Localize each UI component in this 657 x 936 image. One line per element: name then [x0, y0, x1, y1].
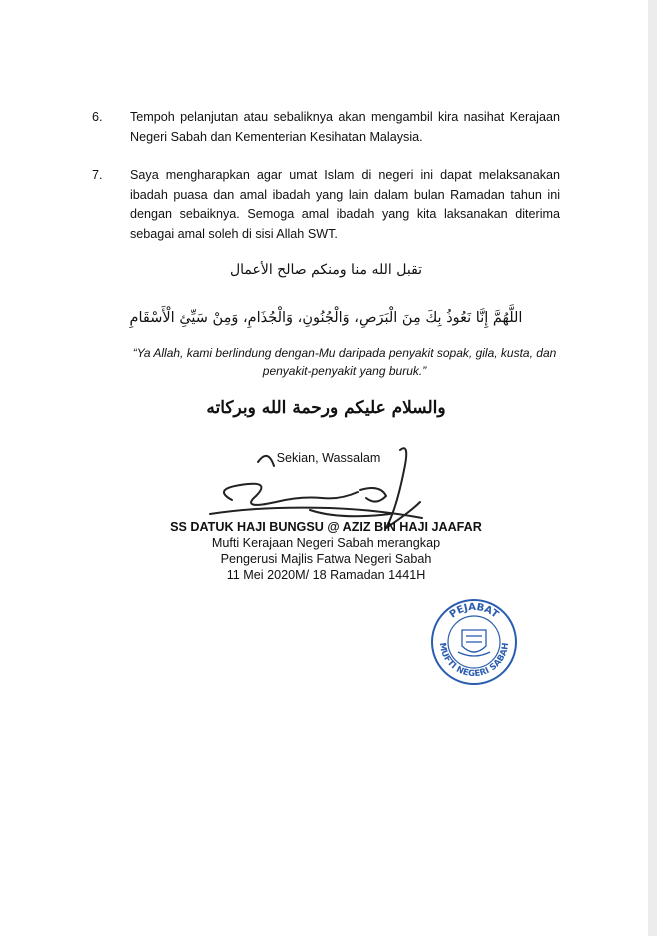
stamp-top-text: PEJABAT	[447, 601, 501, 621]
closing-remark: Sekian, Wassalam	[276, 451, 381, 465]
signatory-block	[92, 519, 560, 583]
paragraph-number: 6.	[92, 110, 103, 124]
crest-icon	[458, 630, 490, 656]
arabic-prayer-acceptance: تقبل الله منا ومنكم صالح الأعمال	[229, 262, 423, 278]
stamp-bottom-text: MUFTI NEGERI SABAH	[436, 642, 512, 680]
signatory-title-2: Pengerusi Majlis Fatwa Negeri Sabah	[220, 552, 432, 566]
arabic-prayer-protection: اللَّهُمَّ إِنَّا نَعُوذُ بِكَ مِنَ الْبَرَصِ، وَالْجُنُونِ، وَالْجُذَامِ، وَمِنْ سَيِّئِ الْأَسْقَامِ	[129, 310, 523, 326]
prayer-translation: “Ya Allah, kami berlindung dengan-Mu daripada penyakit sopak, gila, kusta, dan penyakit-penyakit yang buruk.”	[132, 346, 557, 378]
paragraph-number: 7.	[92, 168, 103, 182]
official-stamp	[428, 596, 520, 688]
signatory-title-1: Mufti Kerajaan Negeri Sabah merangkap	[211, 536, 441, 550]
page-edge	[648, 0, 657, 936]
paragraph-text: Tempoh pelanjutan atau sebaliknya akan mengambil kira nasihat Kerajaan Negeri Sabah dan Kementerian Kesihatan Malaysia.	[130, 110, 560, 144]
signatory-name: SS DATUK HAJI BUNGSU @ AZIZ BIN HAJI JAAFAR	[170, 520, 482, 534]
arabic-salam: والسلام عليكم ورحمة الله وبركاته	[206, 398, 446, 418]
letter-date: 11 Mei 2020M/ 18 Ramadan 1441H	[226, 568, 426, 582]
paragraph-text: Saya mengharapkan agar umat Islam di negeri ini dapat melaksanakan ibadah puasa dan amal ibadah yang lain dalam bulan Ramadan tahun ini dengan sebaiknya. Semoga amal ibadah yang kita laksanakan diterima sebagai amal soleh di sisi Allah SWT.	[130, 168, 560, 241]
